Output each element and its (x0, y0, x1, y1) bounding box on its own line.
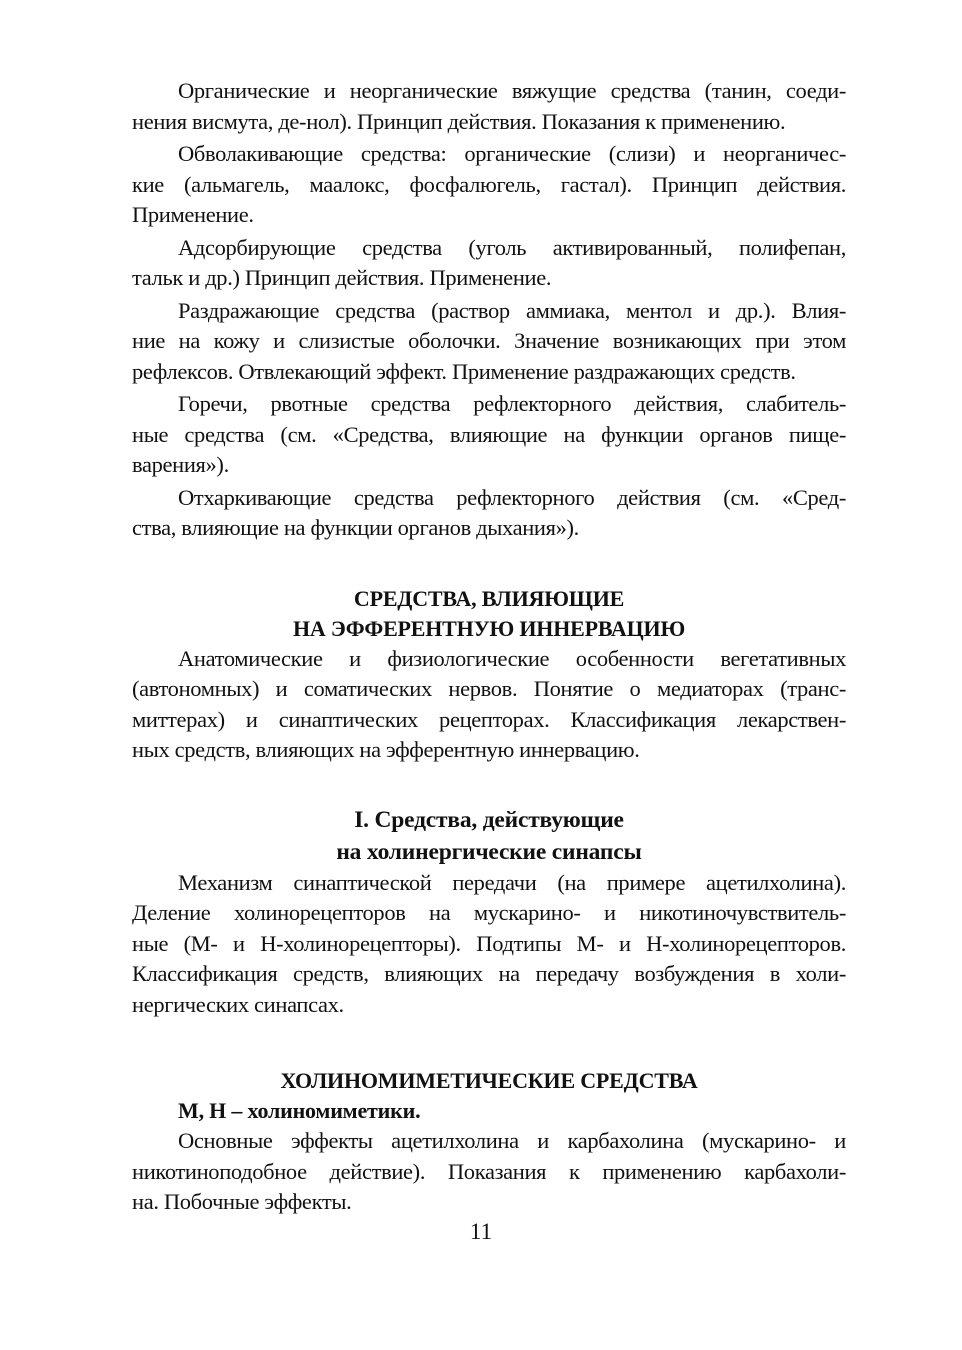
text-line: Классификация средств, влияющих на передачу возбуждения в холи- (132, 961, 846, 986)
text-line: кие (альмагель, маалокс, фосфалюгель, гастал). Принцип действия. (132, 171, 846, 197)
page-body (132, 76, 846, 1218)
heading-line: НА ЭФФЕРЕНТНУЮ ИННЕРВАЦИЮ (292, 615, 686, 641)
paragraph-acetylcholine-effects (132, 1126, 846, 1218)
text-line: Горечи, рвотные средства рефлекторного действия, слабитель- (178, 391, 846, 416)
text-line: миттерах) и синаптических рецепторах. Классификация лекарствен- (132, 706, 846, 732)
text-line: ства, влияющие на функции органов дыхания»). (132, 515, 579, 540)
text-line: нения висмута, де-нол). Принцип действия. Показания к применению. (132, 108, 786, 134)
heading-line: СРЕДСТВА, ВЛИЯЮЩИЕ (353, 585, 625, 611)
paragraph-bitters (132, 389, 846, 481)
paragraph-expectorants (132, 483, 846, 544)
text-line: рефлексов. Отвлекающий эффект. Применение раздражающих средств. (132, 358, 796, 384)
heading-line: I. Средства, действующие (354, 806, 624, 833)
text-line: на. Побочные эффекты. (132, 1189, 352, 1214)
paragraph-cholinergic-intro (132, 868, 846, 1021)
paragraph-adsorbents (132, 233, 846, 294)
text-line: варения»). (132, 452, 229, 477)
text-line: Механизм синаптической передачи (на примере ацетилхолина). (178, 869, 846, 895)
text-line: ние на кожу и слизистые оболочки. Значение возникающих при этом (132, 328, 846, 353)
paragraph-efferent-intro (132, 644, 846, 766)
text-line: Анатомические и физиологические особенности вегетативных (178, 645, 846, 671)
text-line: Отхаркивающие средства рефлекторного действия (см. «Сред- (178, 484, 846, 510)
text-line: ных средств, влияющих на эфферентную иннервацию. (132, 737, 640, 762)
text-line: ные (М- и Н-холинорецепторы). Подтипы М- и Н-холинорецепторов. (132, 930, 846, 956)
text-line: Адсорбирующие средства (уголь активированный, полифепан, (178, 234, 846, 260)
paragraph-enveloping-agents (132, 139, 846, 231)
section-heading-cholinergic (132, 804, 846, 868)
text-line: Обволакивающие средства: органические (слизи) и неорганичес- (178, 141, 846, 166)
text-line: (автономных) и соматических нервов. Понятие о медиаторах (транс- (132, 676, 846, 701)
paragraph-irritants (132, 296, 846, 388)
text-line: ные средства (см. «Средства, влияющие на функции органов пище- (132, 421, 846, 447)
text-line: Основные эффекты ацетилхолина и карбахолина (мускарино- и (178, 1128, 846, 1153)
page-number: 11 (469, 1219, 493, 1244)
text-line: тальк и др.) Принцип действия. Применение. (132, 265, 552, 290)
text-line: Применение. (132, 202, 254, 227)
text-line: Раздражающие средства (раствор аммиака, ментол и др.). Влия- (178, 297, 846, 323)
text-line: Деление холинорецепторов на мускарино- и никотиночувствитель- (132, 900, 846, 925)
text-line: никотиноподобное действие). Показания к применению карбахоли- (132, 1158, 846, 1184)
heading-line: на холинергические синапсы (336, 838, 642, 865)
text-line: нергических синапсах. (132, 991, 344, 1017)
section-heading-cholinomimetics: ХОЛИНОМИМЕТИЧЕСКИЕ СРЕДСТВА (280, 1068, 698, 1093)
text-line: Органические и неорганические вяжущие средства (танин, соеди- (178, 78, 846, 103)
subheading-m-n-cholinomimetics: М, Н – холиномиметики. (178, 1098, 421, 1123)
paragraph-astringents (132, 76, 846, 137)
section-heading-efferent (132, 584, 846, 644)
